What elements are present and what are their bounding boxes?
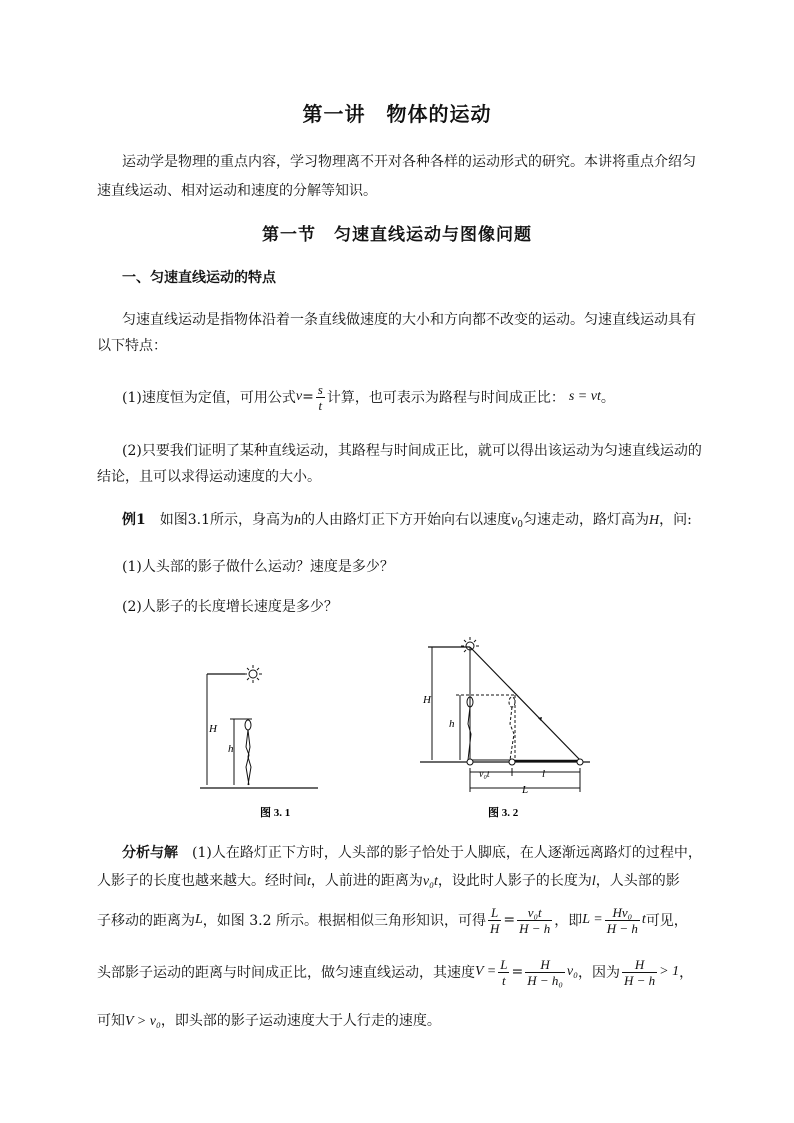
var-H: H bbox=[648, 513, 660, 528]
var-v0-sub: 0 bbox=[517, 520, 523, 530]
analysis-label: 分析与解 bbox=[122, 845, 178, 861]
f5-num: H bbox=[540, 956, 550, 972]
var-v0-2: v₀ bbox=[566, 964, 578, 979]
label-h: h bbox=[228, 743, 234, 755]
example-text-1: 如图3.1所示，身高为 bbox=[145, 512, 295, 528]
var-L-eq: L = bbox=[582, 912, 603, 927]
page-title: 第一讲 物体的运动 bbox=[302, 102, 492, 126]
fraction-L-over-t bbox=[498, 957, 509, 988]
gt-1: > 1 bbox=[659, 964, 680, 979]
var-L: L bbox=[195, 912, 203, 927]
figure-3-1 bbox=[200, 655, 320, 820]
var-V-gt-v0: V > v₀ bbox=[125, 1014, 161, 1029]
analysis-text-2c: ，设此时人影子的长度为 bbox=[437, 873, 592, 889]
formula-s-vt: s = vt bbox=[568, 389, 601, 404]
f2-den: H − h bbox=[519, 920, 551, 936]
figure-3-2-caption: 图 3. 2 bbox=[488, 807, 519, 819]
f2-num: v₀t bbox=[527, 904, 542, 920]
intro-line-2: 速直线运动、相对运动和速度的分解等知识。 bbox=[97, 183, 377, 199]
lamp-sun-icon bbox=[244, 665, 262, 683]
f3-den: H − h bbox=[606, 920, 638, 936]
analysis-text-4a: 头部影子运动的距离与时间成正比，做匀速直线运动，其速度 bbox=[97, 965, 475, 981]
person-dashed-icon bbox=[509, 695, 515, 760]
formula-v: v bbox=[295, 389, 303, 404]
example-label: 例1 bbox=[122, 512, 146, 528]
fraction-H-over-H-h-2 bbox=[622, 957, 657, 988]
formula-eq: = bbox=[302, 389, 314, 405]
analysis-text-3b: ，如图 3.2 所示。根据相似三角形知识，可得 bbox=[202, 913, 486, 929]
label-h: h bbox=[449, 718, 455, 730]
example-text-2: 的人由路灯正下方开始向右以速度 bbox=[301, 512, 512, 528]
question-1: (1)人头部的影子做什么运动？速度是多少？ bbox=[122, 559, 394, 575]
figure-3-1-caption: 图 3. 1 bbox=[260, 807, 291, 819]
figure-3-2 bbox=[420, 632, 595, 822]
label-l: l bbox=[542, 768, 546, 780]
analysis-text-5b: ，即头部的影子运动速度大于人行走的速度。 bbox=[160, 1013, 441, 1029]
label-H: H bbox=[209, 723, 217, 735]
f5-den: H − h₀ bbox=[527, 972, 563, 988]
label-H: H bbox=[423, 694, 431, 706]
analysis-text-4b: ，因为 bbox=[578, 965, 620, 981]
analysis-line-4 bbox=[97, 952, 693, 992]
fraction-v0t-over-H-h bbox=[517, 905, 552, 936]
f4-num: L bbox=[500, 956, 508, 972]
f6-num: H bbox=[634, 956, 645, 972]
fraction-H-over-H-h0 bbox=[525, 957, 565, 988]
analysis-text-2: 人影子的长度也越来越大。经时间 bbox=[97, 873, 307, 889]
point-1 bbox=[122, 380, 615, 414]
analysis-text-2d: ，人头部的影 bbox=[595, 873, 680, 889]
analysis-text-3d: 可见， bbox=[645, 913, 688, 929]
f4-den: t bbox=[502, 972, 506, 988]
label-L: L bbox=[522, 784, 529, 796]
point-1-text: (1)速度恒为定值，可用公式 bbox=[122, 390, 296, 406]
var-v0: v bbox=[511, 513, 518, 528]
fraction-L-over-H bbox=[488, 905, 501, 936]
f1-num: L bbox=[491, 904, 499, 920]
fraction-s-over-t bbox=[316, 382, 325, 413]
definition-line-1: 匀速直线运动是指物体沿着一条直线做速度的大小和方向都不改变的运动。匀速直线运动具有 bbox=[122, 312, 696, 328]
analysis-line-3 bbox=[97, 900, 688, 940]
point-1-end: 。 bbox=[600, 390, 615, 406]
example-text-4: ，问: bbox=[659, 512, 692, 528]
example-text-3: 匀速走动，路灯高为 bbox=[522, 512, 649, 528]
var-t: t bbox=[307, 874, 311, 889]
analysis-line-5 bbox=[97, 1010, 441, 1030]
fraction-Hv0-over-H-h bbox=[605, 905, 640, 936]
point-1-mid: 计算，也可表示为路程与时间成正比： bbox=[326, 390, 565, 406]
f3-num: Hv₀ bbox=[612, 904, 633, 920]
point-2-line-2: 结论，且可以求得运动速度的大小。 bbox=[97, 469, 321, 485]
question-2: (2)人影子的长度增长速度是多少？ bbox=[122, 599, 338, 615]
analysis-text-1: (1)人在路灯正下方时，人头部的影子恰处于人脚底，在人逐渐远离路灯的过程中， bbox=[178, 845, 702, 861]
analysis-text-3c: ，即 bbox=[554, 913, 583, 929]
f1-den: H bbox=[489, 920, 500, 936]
example-1 bbox=[122, 509, 692, 530]
analysis-line-1 bbox=[122, 842, 702, 862]
point-2-line-1: (2)只要我们证明了某种直线运动，其路程与时间成正比，就可以得出该运动为匀速直线运动的 bbox=[122, 443, 702, 459]
eq-1: = bbox=[503, 912, 516, 928]
var-l: l bbox=[591, 874, 596, 889]
label-v0t: v₀t bbox=[479, 769, 490, 780]
analysis-text-3a: 子移动的距离为 bbox=[97, 913, 195, 929]
analysis-text-4c: ， bbox=[679, 965, 694, 981]
var-t-2: t bbox=[641, 912, 646, 927]
f6-den: H − h bbox=[624, 972, 656, 988]
var-V: V = bbox=[475, 964, 497, 979]
analysis-text-2b: ，人前进的距离为 bbox=[310, 873, 423, 889]
var-h: h bbox=[294, 513, 302, 528]
subsection-heading: 一、匀速直线运动的特点 bbox=[122, 270, 276, 286]
definition-line-2: 以下特点： bbox=[97, 338, 167, 354]
var-v0t: v₀t bbox=[422, 874, 438, 889]
analysis-text-5a: 可知 bbox=[97, 1013, 125, 1029]
frac-num: s bbox=[317, 381, 323, 397]
frac-den: t bbox=[318, 397, 323, 413]
person-icon bbox=[245, 720, 251, 785]
section-heading: 第一节 匀速直线运动与图像问题 bbox=[262, 225, 532, 245]
eq-2: = bbox=[511, 964, 524, 980]
intro-line-1: 运动学是物理的重点内容，学习物理离不开对各种各样的运动形式的研究。本讲将重点介绍匀 bbox=[122, 154, 696, 170]
analysis-line-2 bbox=[97, 870, 680, 890]
